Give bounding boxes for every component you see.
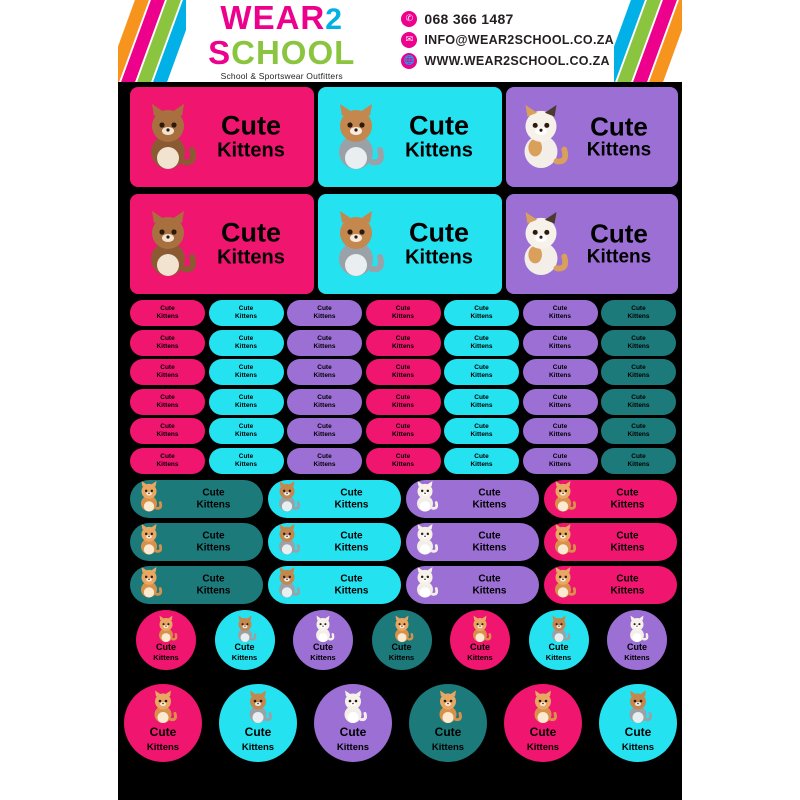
contact-website: [401, 53, 614, 69]
label-line-2: Kittens: [627, 431, 650, 438]
label-line-2: Kittens: [391, 460, 415, 468]
label-line-2: Kittens: [153, 653, 179, 663]
cat-icon: [546, 614, 572, 644]
circle-label[interactable]: [124, 684, 202, 762]
cat-icon: [410, 566, 440, 600]
label-line-2: Kittens: [334, 542, 369, 553]
label-line-2: Kittens: [405, 139, 473, 162]
medium-label[interactable]: [544, 480, 677, 518]
large-label[interactable]: [318, 194, 502, 294]
label-line-1: Cute: [552, 393, 568, 401]
small-label[interactable]: [601, 448, 676, 474]
label-line-1: Cute: [395, 452, 411, 460]
label-line-1: Cute: [478, 487, 501, 499]
circle-label[interactable]: [504, 684, 582, 762]
label-line-1: Cute: [160, 422, 175, 430]
cat-icon: [337, 689, 369, 725]
label-line-1: Cute: [340, 487, 363, 499]
small-label[interactable]: [444, 330, 519, 356]
label-line-2: Kittens: [217, 139, 285, 162]
contact-phone-text: 068 366 1487: [424, 10, 514, 27]
label-line-2: Kittens: [545, 653, 572, 663]
small-label[interactable]: [130, 418, 205, 444]
label-line-1: Cute: [624, 725, 652, 740]
cat-icon: [548, 480, 578, 514]
large-label[interactable]: [318, 87, 502, 187]
label-line-2: Kittens: [627, 372, 650, 379]
label-line-1: Cute: [317, 452, 332, 460]
cat-icon: [232, 614, 258, 644]
small-label[interactable]: [601, 300, 676, 326]
label-line-1: Cute: [238, 393, 254, 401]
label-line-2: Kittens: [156, 460, 179, 468]
label-line-1: Cute: [244, 725, 272, 740]
small-label[interactable]: [366, 330, 441, 356]
label-line-1: Cute: [409, 110, 469, 141]
medium-label[interactable]: [268, 523, 401, 561]
small-label[interactable]: [209, 418, 284, 444]
label-line-1: Cute: [317, 422, 332, 430]
label-line-2: Kittens: [196, 499, 231, 510]
small-label[interactable]: [523, 300, 598, 326]
cat-icon: [272, 566, 302, 600]
cat-icon: [410, 523, 440, 557]
small-label[interactable]: [366, 359, 441, 385]
logo-line-1: [220, 1, 343, 35]
small-label[interactable]: [601, 418, 676, 444]
label-line-2: Kittens: [470, 460, 493, 468]
small-label[interactable]: [444, 359, 519, 385]
label-line-2: Kittens: [470, 342, 493, 350]
label-line-1: Cute: [340, 573, 363, 585]
small-label[interactable]: [444, 300, 519, 326]
label-line-2: Kittens: [391, 313, 415, 320]
large-label[interactable]: [130, 87, 314, 187]
label-line-1: Cute: [552, 334, 568, 342]
cat-icon: [410, 480, 440, 514]
label-line-1: Cute: [616, 573, 639, 585]
label-line-1: Cute: [616, 530, 639, 542]
label-line-1: Cute: [478, 530, 501, 542]
label-line-1: Cute: [631, 452, 646, 460]
small-label[interactable]: [601, 359, 676, 385]
label-line-1: Cute: [238, 422, 254, 430]
label-line-1: Cute: [474, 452, 489, 460]
label-line-1: Cute: [317, 393, 332, 401]
label-line-2: Kittens: [472, 542, 507, 553]
label-line-2: Kittens: [467, 653, 493, 663]
label-line-2: Kittens: [470, 401, 493, 409]
label-line-2: Kittens: [313, 401, 336, 409]
globe-icon: 🌐: [401, 53, 417, 69]
small-label[interactable]: [366, 300, 441, 326]
small-label[interactable]: [366, 389, 441, 415]
label-line-1: Cute: [631, 334, 646, 342]
label-line-1: Cute: [313, 642, 333, 653]
small-label[interactable]: [523, 418, 598, 444]
envelope-icon: ✉: [401, 32, 417, 48]
cat-icon: [134, 523, 164, 557]
medium-label[interactable]: [130, 523, 263, 561]
circle-label[interactable]: [293, 610, 353, 670]
label-line-2: Kittens: [146, 741, 180, 753]
medium-label[interactable]: [406, 566, 539, 604]
small-label[interactable]: [287, 359, 362, 385]
small-label[interactable]: [287, 418, 362, 444]
logo-s: S: [208, 34, 232, 72]
small-label[interactable]: [209, 359, 284, 385]
label-line-2: Kittens: [234, 460, 258, 468]
label-line-2: Kittens: [234, 372, 258, 379]
contact-website-text: WWW.WEAR2SCHOOL.CO.ZA: [424, 53, 610, 68]
label-line-1: Cute: [631, 393, 646, 401]
medium-label[interactable]: [130, 566, 263, 604]
cat-icon: [389, 614, 415, 644]
cat-icon: [467, 614, 493, 644]
cat-icon: [134, 566, 164, 600]
label-line-2: Kittens: [391, 401, 415, 409]
sticker-sheet: [118, 82, 682, 800]
small-label[interactable]: [366, 448, 441, 474]
label-line-1: Cute: [552, 422, 568, 430]
label-line-1: Cute: [238, 334, 254, 342]
label-line-2: Kittens: [313, 313, 336, 320]
circle-label[interactable]: [529, 610, 589, 670]
label-line-2: Kittens: [610, 499, 645, 510]
small-label[interactable]: [209, 389, 284, 415]
label-line-1: Cute: [552, 304, 568, 312]
label-line-2: Kittens: [231, 653, 258, 663]
label-line-1: Cute: [616, 487, 639, 499]
contact-email: [401, 32, 614, 48]
label-line-2: Kittens: [472, 585, 507, 596]
small-label[interactable]: [130, 330, 205, 356]
small-label[interactable]: [366, 418, 441, 444]
label-line-1: Cute: [627, 642, 647, 653]
label-line-1: Cute: [238, 304, 254, 312]
label-line-1: Cute: [317, 363, 332, 371]
label-line-1: Cute: [156, 642, 176, 653]
phone-icon: ✆: [401, 11, 417, 27]
label-line-1: Cute: [317, 304, 332, 312]
label-line-2: Kittens: [470, 372, 493, 379]
label-line-1: Cute: [221, 217, 281, 248]
label-line-2: Kittens: [391, 431, 415, 438]
label-line-1: Cute: [590, 218, 648, 249]
label-line-1: Cute: [478, 573, 501, 585]
small-label[interactable]: [287, 330, 362, 356]
cat-icon: [624, 614, 650, 644]
label-line-1: Cute: [221, 110, 281, 141]
label-line-1: Cute: [474, 422, 489, 430]
small-label[interactable]: [130, 300, 205, 326]
label-line-1: Cute: [234, 642, 255, 653]
small-label[interactable]: [209, 330, 284, 356]
label-line-2: Kittens: [196, 542, 231, 553]
small-label[interactable]: [287, 300, 362, 326]
label-line-2: Kittens: [241, 741, 275, 753]
contact-block: [401, 9, 614, 74]
label-line-1: Cute: [202, 530, 225, 542]
label-line-2: Kittens: [336, 741, 370, 753]
medium-label[interactable]: [268, 480, 401, 518]
circle-label[interactable]: [450, 610, 510, 670]
label-line-1: Cute: [317, 334, 332, 342]
label-line-1: Cute: [474, 304, 489, 312]
circle-label[interactable]: [372, 610, 432, 670]
label-line-2: Kittens: [610, 585, 645, 596]
label-line-2: Kittens: [388, 653, 415, 663]
medium-label[interactable]: [130, 480, 263, 518]
label-line-1: Cute: [160, 363, 175, 371]
label-line-1: Cute: [409, 217, 469, 248]
label-line-2: Kittens: [627, 313, 650, 320]
label-line-1: Cute: [160, 304, 175, 312]
label-line-2: Kittens: [472, 499, 507, 510]
label-line-2: Kittens: [196, 585, 231, 596]
label-line-1: Cute: [631, 422, 646, 430]
label-line-1: Cute: [160, 452, 175, 460]
cat-icon: [147, 689, 179, 725]
label-line-2: Kittens: [391, 372, 415, 379]
label-line-1: Cute: [434, 725, 462, 740]
label-line-2: Kittens: [586, 139, 652, 161]
label-line-1: Cute: [395, 363, 411, 371]
label-line-2: Kittens: [548, 401, 572, 409]
logo-school: CHOOL: [231, 34, 356, 72]
label-line-1: Cute: [474, 334, 489, 342]
circle-label[interactable]: [215, 610, 275, 670]
small-label[interactable]: [523, 448, 598, 474]
label-line-1: Cute: [631, 304, 646, 312]
circle-label[interactable]: [314, 684, 392, 762]
logo-two: 2: [325, 3, 343, 37]
small-label[interactable]: [287, 389, 362, 415]
label-line-1: Cute: [395, 393, 411, 401]
small-label[interactable]: [287, 448, 362, 474]
medium-label[interactable]: [406, 523, 539, 561]
contact-phone: [401, 11, 614, 27]
cat-icon: [134, 480, 164, 514]
label-line-2: Kittens: [548, 313, 572, 320]
circle-label[interactable]: [599, 684, 677, 762]
label-line-2: Kittens: [586, 246, 652, 268]
label-line-2: Kittens: [610, 542, 645, 553]
label-line-2: Kittens: [470, 431, 493, 438]
small-label[interactable]: [523, 330, 598, 356]
label-line-2: Kittens: [156, 431, 179, 438]
logo-line-2: [186, 34, 377, 72]
label-line-2: Kittens: [313, 460, 336, 468]
label-line-2: Kittens: [624, 653, 650, 663]
label-line-2: Kittens: [234, 313, 258, 320]
small-label[interactable]: [444, 418, 519, 444]
label-line-1: Cute: [395, 334, 411, 342]
label-line-2: Kittens: [217, 246, 285, 269]
logo-wear: WEAR: [220, 0, 326, 37]
chevron-pattern-left: [118, 0, 186, 82]
brand-logo: [186, 1, 377, 81]
circle-label[interactable]: [136, 610, 196, 670]
cat-icon: [432, 689, 464, 725]
header: [118, 0, 682, 82]
cat-icon: [310, 614, 336, 644]
small-label[interactable]: [209, 300, 284, 326]
label-line-1: Cute: [391, 642, 412, 653]
cat-icon: [548, 523, 578, 557]
circle-label[interactable]: [219, 684, 297, 762]
label-line-1: Cute: [339, 725, 367, 740]
small-label[interactable]: [601, 330, 676, 356]
label-line-2: Kittens: [431, 741, 465, 753]
label-line-1: Cute: [474, 363, 489, 371]
circle-label[interactable]: [409, 684, 487, 762]
label-line-1: Cute: [474, 393, 489, 401]
label-line-2: Kittens: [548, 372, 572, 379]
small-label[interactable]: [601, 389, 676, 415]
label-line-2: Kittens: [234, 401, 258, 409]
label-line-1: Cute: [202, 573, 225, 585]
small-label[interactable]: [209, 448, 284, 474]
cat-icon: [548, 566, 578, 600]
medium-label[interactable]: [544, 523, 677, 561]
label-line-1: Cute: [590, 111, 648, 142]
chevron-pattern-right: [614, 0, 682, 82]
label-line-2: Kittens: [526, 741, 560, 753]
label-line-2: Kittens: [627, 342, 650, 350]
label-line-1: Cute: [552, 363, 568, 371]
label-line-2: Kittens: [627, 460, 650, 468]
label-line-2: Kittens: [234, 431, 258, 438]
label-line-1: Cute: [202, 487, 225, 499]
small-label[interactable]: [444, 448, 519, 474]
label-line-2: Kittens: [156, 372, 179, 379]
label-line-2: Kittens: [156, 313, 179, 320]
medium-label[interactable]: [544, 566, 677, 604]
label-line-1: Cute: [160, 334, 175, 342]
small-label[interactable]: [444, 389, 519, 415]
label-line-2: Kittens: [310, 653, 336, 663]
cat-icon: [527, 689, 559, 725]
label-line-2: Kittens: [156, 342, 179, 350]
circle-label[interactable]: [607, 610, 667, 670]
label-line-1: Cute: [529, 725, 557, 740]
contact-email-text: INFO@WEAR2SCHOOL.CO.ZA: [424, 32, 614, 47]
label-line-1: Cute: [238, 363, 254, 371]
label-line-1: Cute: [470, 642, 490, 653]
medium-label[interactable]: [406, 480, 539, 518]
small-label[interactable]: [523, 359, 598, 385]
cat-icon: [272, 523, 302, 557]
label-line-1: Cute: [395, 304, 411, 312]
label-line-2: Kittens: [405, 246, 473, 269]
cat-icon: [242, 689, 274, 725]
large-label[interactable]: [506, 87, 678, 187]
label-line-1: Cute: [238, 452, 254, 460]
small-label[interactable]: [130, 359, 205, 385]
logo-tagline: School & Sportswear Outfitters: [220, 71, 343, 82]
label-line-2: Kittens: [234, 342, 258, 350]
label-line-2: Kittens: [156, 401, 179, 409]
label-line-2: Kittens: [313, 372, 336, 379]
label-line-1: Cute: [631, 363, 646, 371]
label-line-2: Kittens: [334, 585, 369, 596]
label-line-2: Kittens: [313, 431, 336, 438]
label-line-2: Kittens: [621, 741, 655, 753]
medium-label[interactable]: [268, 566, 401, 604]
label-line-2: Kittens: [548, 431, 572, 438]
label-line-1: Cute: [552, 452, 568, 460]
small-label[interactable]: [130, 448, 205, 474]
cat-icon: [622, 689, 654, 725]
label-line-2: Kittens: [548, 460, 572, 468]
label-line-1: Cute: [340, 530, 363, 542]
cat-icon: [272, 480, 302, 514]
label-line-2: Kittens: [470, 313, 493, 320]
large-label[interactable]: [130, 194, 314, 294]
label-line-2: Kittens: [313, 342, 336, 350]
cat-icon: [153, 614, 179, 644]
large-label[interactable]: [506, 194, 678, 294]
label-line-2: Kittens: [627, 401, 650, 409]
small-label[interactable]: [523, 389, 598, 415]
label-line-1: Cute: [149, 725, 177, 740]
label-line-1: Cute: [160, 393, 175, 401]
label-line-2: Kittens: [391, 342, 415, 350]
label-line-2: Kittens: [334, 499, 369, 510]
label-line-1: Cute: [548, 642, 569, 653]
small-label[interactable]: [130, 389, 205, 415]
label-line-2: Kittens: [548, 342, 572, 350]
label-line-1: Cute: [395, 422, 411, 430]
